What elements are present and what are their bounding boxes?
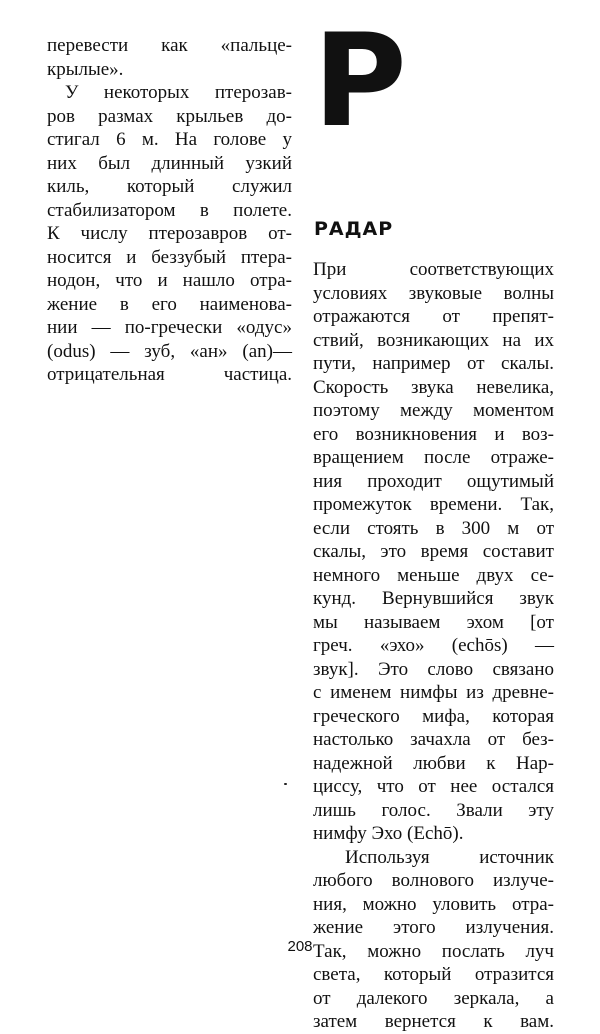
text-line: (odus) — зуб, «ан» (an)— <box>47 340 292 362</box>
text-line: стабилизатором в полете. <box>47 199 292 221</box>
section-letter-marker: Р <box>313 7 405 156</box>
paragraph-start-line: При соответствующих <box>313 259 554 280</box>
text-line: нимфу Эхо (Echō). <box>313 823 464 844</box>
text-line: любого волнового излуче- <box>313 870 554 891</box>
text-line: немного меньше двух се- <box>313 564 554 586</box>
text-line: если стоять в 300 м от <box>313 517 554 539</box>
text-line: от далекого зеркала, а <box>313 987 554 1009</box>
text-line: греч. «эхо» (echōs) — <box>313 635 554 656</box>
text-line: звук]. Это слово связано <box>313 658 554 680</box>
text-line: ствий, возникающих на их <box>313 329 554 351</box>
section-heading: РАДАР <box>314 218 394 240</box>
text-line: света, который отразится <box>313 964 554 985</box>
text-line: затем вернется к вам. <box>313 1011 554 1032</box>
text-line: ния, можно уловить отра- <box>313 893 554 915</box>
text-line: Так, можно послать луч <box>313 940 554 962</box>
text-line: Скорость звука невелика, <box>313 376 554 398</box>
text-line: отрицательная частица. <box>47 364 292 385</box>
text-line: них был длинный узкий <box>47 152 292 174</box>
left-text-column <box>47 34 292 387</box>
text-line: поэтому между моментом <box>313 400 554 421</box>
text-line: жение в его наименова- <box>47 293 292 315</box>
text-line: киль, который служил <box>47 176 292 197</box>
text-line: ния проходит ощутимый <box>313 470 554 492</box>
text-line: греческого мифа, которая <box>313 705 554 727</box>
text-line: лишь голос. Звали эту <box>313 799 554 821</box>
text-line: его возникновения и воз- <box>313 423 554 445</box>
paragraph-start-line: У некоторых птерозав- <box>65 82 292 103</box>
page-number: 208 <box>287 938 313 955</box>
text-line: условиях звуковые волны <box>313 282 554 304</box>
text-line: нодон, что и нашло отра- <box>47 270 292 291</box>
text-line: стигал 6 м. На голове у <box>47 129 292 150</box>
text-line: мы называем эхом [от <box>313 611 554 633</box>
text-line: промежуток времени. Так, <box>313 494 554 515</box>
text-line: настолько зачахла от без- <box>313 729 554 750</box>
text-line: вращением после отраже- <box>313 447 554 468</box>
text-line: перевести как «пальце- <box>47 35 292 56</box>
text-line: циссу, что от нее остался <box>313 776 554 797</box>
text-line: нии — по-гречески «одус» <box>47 317 292 338</box>
text-line: жение этого излучения. <box>313 917 554 938</box>
text-line: К числу птерозавров от- <box>47 223 292 244</box>
print-speck <box>284 783 287 785</box>
text-line: надежной любви к Нар- <box>313 752 554 774</box>
text-line: с именем нимфы из древне- <box>313 682 554 703</box>
text-line: ров размах крыльев до- <box>47 105 292 127</box>
text-line: скалы, это время составит <box>313 541 554 562</box>
text-line: носится и беззубый птера- <box>47 246 292 268</box>
text-line: отражаются от препят- <box>313 306 554 327</box>
text-line: крылые». <box>47 58 124 80</box>
paragraph-start-line: Используя источник <box>345 846 554 868</box>
text-line: пути, например от скалы. <box>313 353 554 374</box>
right-text-column <box>313 258 554 1034</box>
text-line: кунд. Вернувшийся звук <box>313 588 554 609</box>
